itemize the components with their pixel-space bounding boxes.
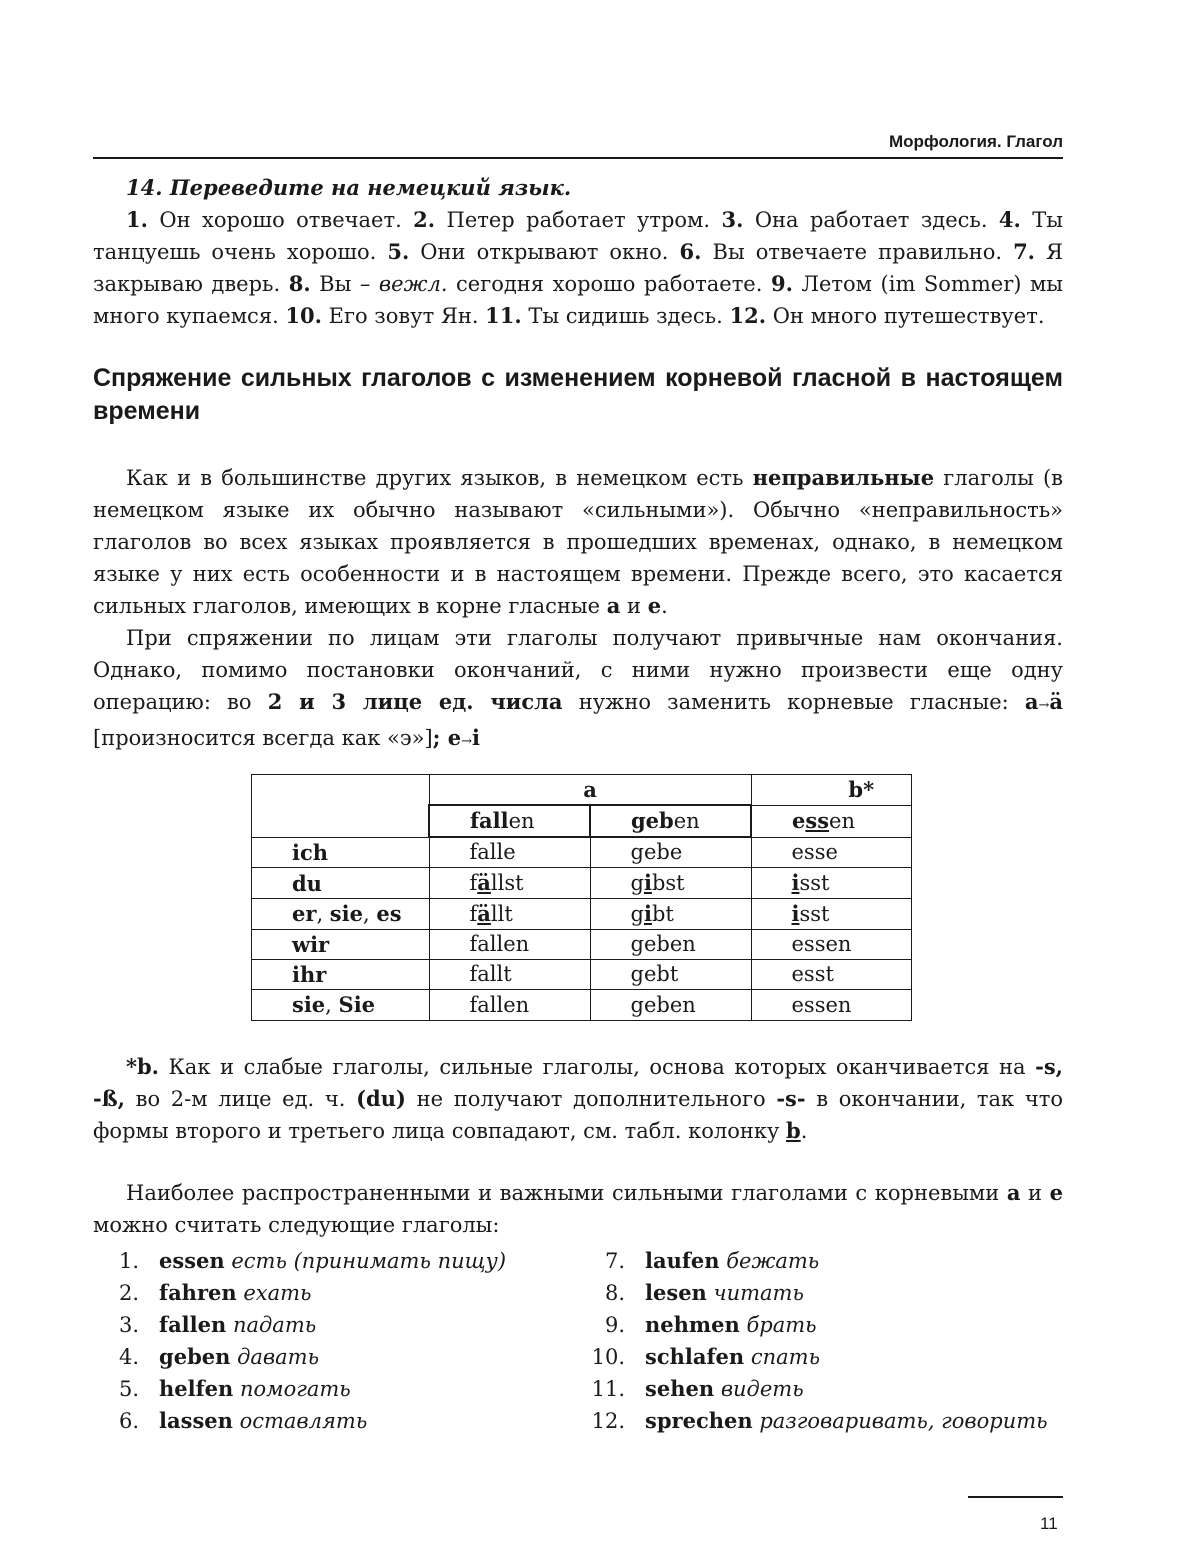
verb-ending: en [508, 809, 535, 833]
form-cell: essen [751, 990, 912, 1021]
bold-text: a [1024, 689, 1039, 714]
list-item [583, 1277, 1063, 1309]
list-number: 10. [591, 1345, 625, 1369]
person-cell: sie, Sie [252, 990, 430, 1021]
bold-text: e [1049, 1180, 1063, 1205]
verb-root-underlined: ss [805, 808, 830, 833]
list-number: 3. [118, 1313, 139, 1337]
russian-translation: спать [750, 1345, 820, 1369]
verb-list [93, 1245, 1063, 1437]
bold-text: e [647, 593, 662, 618]
ex-num: 2. [413, 207, 436, 232]
list-item [93, 1373, 583, 1405]
group-b-header: b* [751, 775, 912, 806]
list-number: 6. [118, 1409, 139, 1433]
verb-root: e [792, 808, 806, 833]
list-item [583, 1309, 1063, 1341]
form-cell: isst [751, 868, 912, 899]
list-number: 9. [604, 1313, 625, 1337]
list-item [93, 1309, 583, 1341]
list-item [583, 1405, 1063, 1437]
russian-translation: бежать [726, 1249, 820, 1273]
section-heading: Спряжение сильных глаголов с изменением корневой гласной в настоящем времени [93, 364, 1063, 425]
russian-translation: разговаривать, говорить [759, 1409, 1048, 1433]
bold-text: (du) [356, 1086, 406, 1111]
table-verb-row [252, 805, 912, 837]
russian-translation: падать [232, 1313, 317, 1337]
text: во 2-м лице ед. ч. [124, 1087, 357, 1111]
russian-translation: оставлять [239, 1409, 368, 1433]
ex-sentence: Его зовут Ян. [321, 304, 486, 328]
list-item [583, 1373, 1063, 1405]
table-row [252, 837, 912, 868]
paragraph-note [93, 1051, 1063, 1147]
bold-text: 2 и 3 лице ед. числа [267, 689, 563, 714]
form-cell: geben [590, 990, 751, 1021]
german-verb: helfen [159, 1376, 234, 1401]
form-cell: esst [751, 960, 912, 990]
bold-text: i [472, 725, 480, 750]
ex-sentence: сегодня хорошо работаете. [447, 272, 771, 296]
ex-num: 1. [126, 207, 148, 232]
form-cell: fällt [429, 899, 590, 930]
text: в окончании, так что формы второго и третьего лица совпадают, см. табл. колонку [93, 1087, 1063, 1143]
form-cell: gibst [590, 868, 751, 899]
ex-num: 10. [285, 303, 322, 328]
ex-num: 4. [998, 207, 1021, 232]
paragraph-list-intro [93, 1177, 1063, 1241]
list-number: 11. [591, 1377, 625, 1401]
table-row [252, 990, 912, 1021]
table-group-row [252, 775, 912, 806]
page-body [93, 172, 1063, 1437]
arrow-icon: → [1038, 698, 1050, 713]
form-cell: essen [751, 930, 912, 960]
ex-sentence: Он хорошо отвечает. [147, 208, 414, 232]
exercise-text [93, 204, 1063, 332]
russian-translation: есть (принимать пищу) [231, 1249, 507, 1273]
ex-sentence: Он много путешествует. [766, 304, 1045, 328]
form-cell: gibt [590, 899, 751, 930]
form-cell: esse [751, 837, 912, 868]
list-number: 2. [118, 1281, 139, 1305]
running-header-title: Морфология. Глагол [888, 132, 1063, 151]
ex-num: 3. [721, 207, 744, 232]
german-verb: lesen [645, 1280, 707, 1305]
person-cell: wir [252, 930, 430, 960]
ex-num: 11. [485, 303, 522, 328]
list-item [583, 1341, 1063, 1373]
form-cell: fallen [429, 930, 590, 960]
text: Как и в большинстве других языков, в немецком есть [126, 466, 753, 490]
verb-root: geb [631, 808, 674, 833]
german-verb: laufen [645, 1248, 720, 1273]
ex-sentence: Ты танцуешь очень хорошо. [93, 208, 1063, 264]
german-verb: fallen [159, 1312, 227, 1337]
russian-translation: ехать [243, 1281, 312, 1305]
table-row [252, 960, 912, 990]
german-verb: geben [159, 1344, 231, 1369]
form-cell: fallen [429, 990, 590, 1021]
russian-translation: помогать [240, 1377, 351, 1401]
bold-text: a [606, 593, 621, 618]
table-row [252, 899, 912, 930]
text: Наиболее распространенными и важными сильными глаголами с корневыми [126, 1181, 1007, 1205]
bold-text: неправильные [752, 465, 935, 490]
german-verb: sprechen [645, 1408, 753, 1433]
exercise-title [93, 172, 1063, 204]
verb-root: fall [470, 808, 509, 833]
bold-text: *b. [126, 1054, 159, 1079]
ex-sentence: Вы отвечаете правильно. [701, 240, 1014, 264]
ex-num: 12. [729, 303, 767, 328]
paragraph-intro [93, 462, 1063, 622]
german-verb: fahren [159, 1280, 237, 1305]
list-number: 4. [118, 1345, 139, 1369]
russian-translation: читать [713, 1281, 804, 1305]
ex-num: 8. [288, 271, 311, 296]
list-item [93, 1341, 583, 1373]
ex-sentence: Я закрываю дверь. [93, 240, 1064, 296]
arrow-icon: → [461, 734, 473, 749]
text: и [620, 594, 648, 618]
german-verb: essen [159, 1248, 225, 1273]
person-cell: du [252, 868, 430, 899]
russian-translation: давать [237, 1345, 319, 1369]
running-header [93, 130, 1063, 159]
form-cell: gebe [590, 837, 751, 868]
text: можно считать следующие глаголы: [93, 1213, 500, 1237]
list-item [583, 1245, 1063, 1277]
list-number: 1. [118, 1249, 139, 1273]
bold-text: -s, [1035, 1054, 1063, 1079]
ex-sentence: Летом (im Sommer) мы много купаемся. [93, 272, 1064, 328]
russian-translation: видеть [720, 1377, 804, 1401]
bold-text: ä [1049, 689, 1063, 714]
verb-header [429, 805, 590, 837]
conjugation-table [251, 774, 912, 1021]
text: . [661, 594, 668, 618]
ex-sentence: Ты сидишь здесь. [521, 304, 730, 328]
form-cell: fällst [429, 868, 590, 899]
german-verb: schlafen [645, 1344, 745, 1369]
ex-sentence: Она работает здесь. [743, 208, 999, 232]
person-cell: er, sie, es [252, 899, 430, 930]
ex-sentence: Петер работает утром. [435, 208, 722, 232]
text: Как и слабые глаголы, сильные глаголы, основа которых оканчивается на [158, 1055, 1036, 1079]
text: не получают дополнительного [405, 1087, 777, 1111]
bold-text: -s- [776, 1086, 806, 1111]
form-cell: geben [590, 930, 751, 960]
text: и [1020, 1181, 1050, 1205]
footer-rule [968, 1496, 1063, 1498]
text: [произносится всегда как «э»] [93, 726, 433, 750]
form-cell: falle [429, 837, 590, 868]
list-number: 12. [591, 1409, 625, 1433]
list-item [93, 1405, 583, 1437]
text: При спряжении по лицам эти глаголы получают привычные нам окончания. Однако, помимо постановки окончаний, с ними нужно произвести еще одну операцию: во [93, 626, 1063, 714]
ex-sentence: Вы – [310, 272, 379, 296]
verb-header [590, 805, 751, 837]
ex-num: 9. [770, 271, 793, 296]
group-a-header: a [429, 775, 751, 806]
verb-header [751, 805, 912, 837]
text: глаголы (в немецком языке их обычно называют «сильными»). Обычно «неправильность» глаголов во всех языках проявляется в прошедших временах, однако, в немецком языке у них есть особенности и в настоящем времени. Прежде всего, это касается сильных глаголов, имеющих в корне гласные [93, 466, 1063, 618]
ex-abbrev: вежл. [378, 272, 448, 296]
bold-text: -ß, [93, 1086, 125, 1111]
russian-translation: брать [746, 1313, 817, 1337]
person-cell: ich [252, 837, 430, 868]
german-verb: sehen [645, 1376, 715, 1401]
bold-text: ; e [432, 725, 462, 750]
text: . [800, 1119, 808, 1143]
form-cell: isst [751, 899, 912, 930]
bold-underlined-text: b [786, 1118, 801, 1143]
form-cell: fallt [429, 960, 590, 990]
ex-num: 7. [1013, 239, 1035, 264]
german-verb: lassen [159, 1408, 233, 1433]
list-number: 7. [604, 1249, 625, 1273]
form-cell: gebt [590, 960, 751, 990]
list-item [93, 1245, 583, 1277]
list-number: 5. [118, 1377, 139, 1401]
verb-ending: en [673, 809, 700, 833]
german-verb: nehmen [645, 1312, 740, 1337]
text: нужно заменить корневые гласные: [562, 690, 1025, 714]
person-cell: ihr [252, 960, 430, 990]
exercise-title-text: 14. Переведите на немецкий язык. [126, 175, 572, 200]
paragraph-rule [93, 622, 1063, 758]
ex-sentence: Они открывают окно. [409, 240, 680, 264]
ex-num: 6. [679, 239, 702, 264]
verb-ending: en [829, 809, 855, 833]
table-row [252, 868, 912, 899]
bold-text: a [1006, 1180, 1021, 1205]
list-number: 8. [604, 1281, 625, 1305]
table-row [252, 930, 912, 960]
ex-num: 5. [387, 239, 410, 264]
list-item [93, 1277, 583, 1309]
table-corner-cell [252, 775, 430, 806]
table-corner-cell [252, 805, 430, 837]
page-number: 11 [1040, 1514, 1058, 1533]
